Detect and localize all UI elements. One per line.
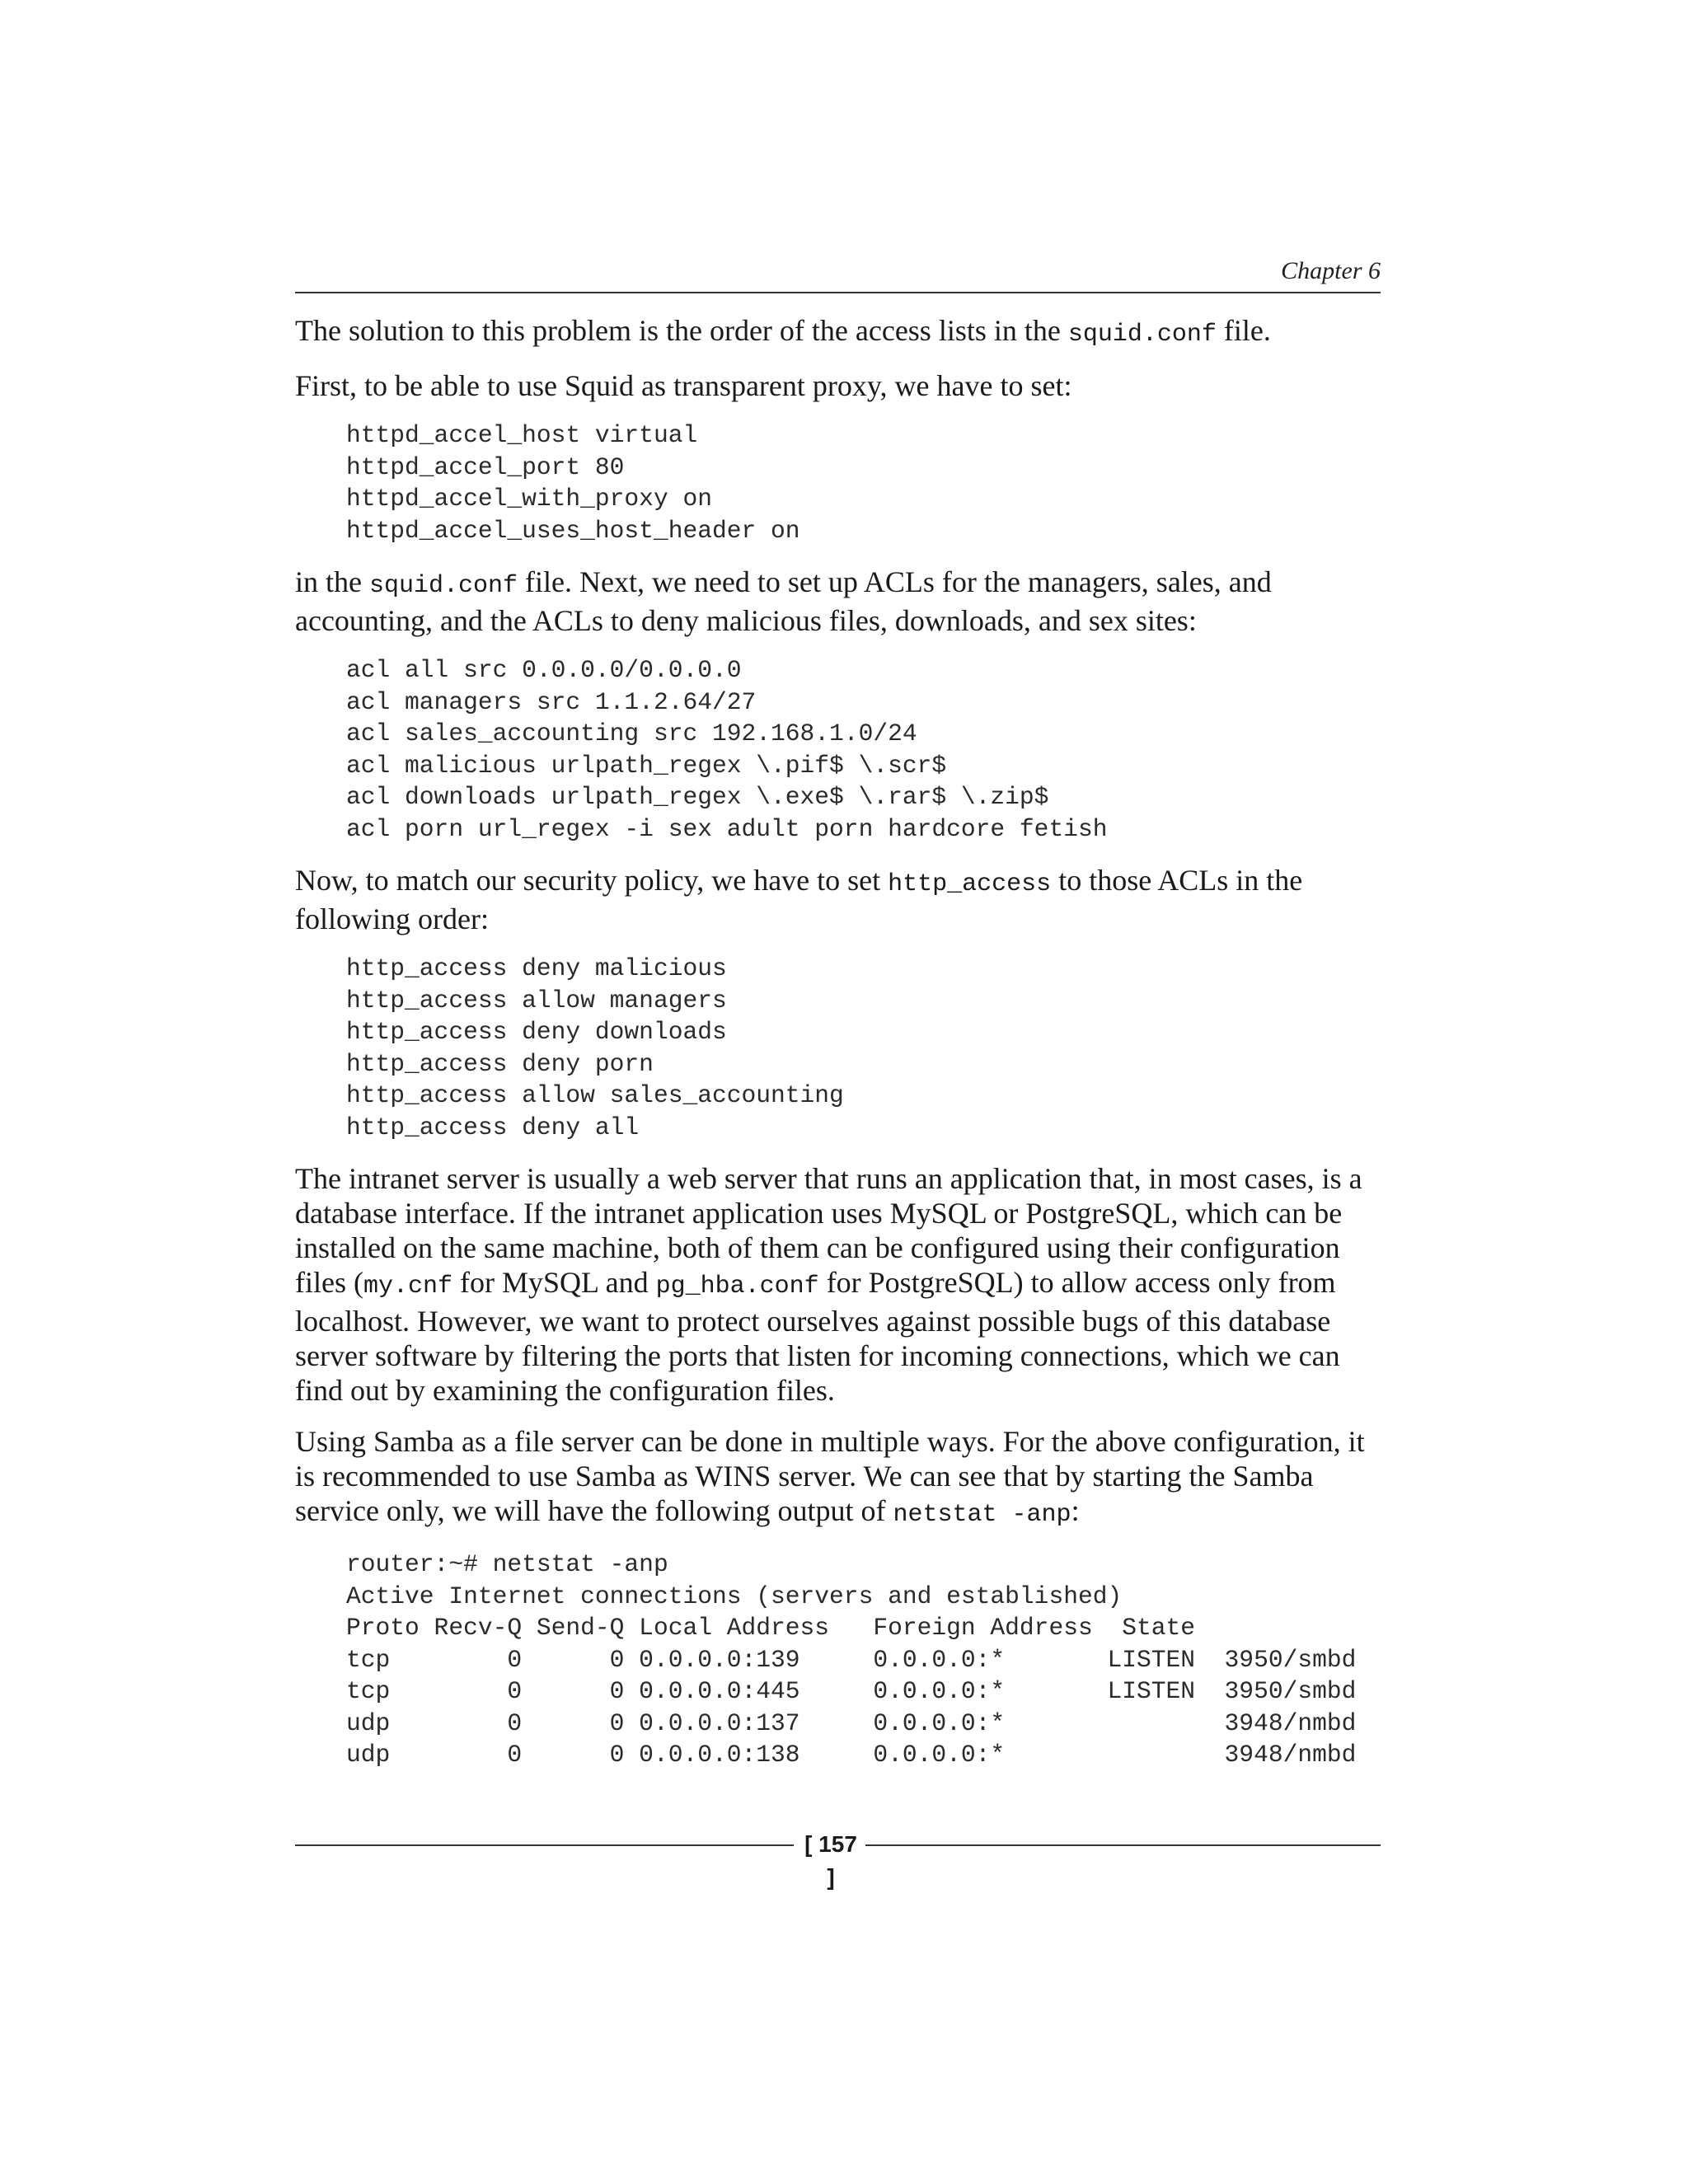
inline-code-netstat: netstat -anp — [893, 1501, 1071, 1529]
code-line: http_access allow sales_accounting — [346, 1081, 844, 1109]
footer-rule-left — [295, 1844, 794, 1846]
code-line: acl downloads urlpath_regex \.exe$ \.rar$ \.zip$ — [346, 783, 1049, 811]
inline-code-squid-conf: squid.conf — [1067, 321, 1217, 349]
running-header — [295, 257, 1381, 293]
code-line: httpd_accel_uses_host_header on — [346, 516, 800, 545]
code-line: tcp 0 0 0.0.0.0:445 0.0.0.0:* LISTEN 3950/smbd — [346, 1677, 1357, 1705]
code-line: udp 0 0 0.0.0.0:137 0.0.0.0:* 3948/nmbd — [346, 1708, 1357, 1737]
page-number: [ 157 ] — [804, 1831, 857, 1890]
code-line: httpd_accel_port 80 — [346, 452, 625, 481]
paragraph-security-policy: Now, to match our security policy, we have to set http_access to those ACLs in the following order: — [295, 864, 1303, 935]
paragraph-order-solution: The solution to this problem is the order of the access lists in the squid.conf file. — [295, 314, 1271, 349]
inline-code-squid-conf: squid.conf — [368, 572, 518, 600]
inline-code-pg-hba-conf: pg_hba.conf — [655, 1272, 819, 1301]
code-line: http_access allow managers — [346, 986, 727, 1015]
code-line: Active Internet connections (servers and established) — [346, 1582, 1123, 1610]
code-line: acl managers src 1.1.2.64/27 — [346, 687, 757, 716]
code-line: http_access deny malicious — [346, 954, 727, 982]
inline-code-http-access: http_access — [888, 870, 1052, 898]
book-page — [295, 257, 1381, 1789]
code-line: httpd_accel_with_proxy on — [346, 485, 712, 513]
code-line: router:~# netstat -anp — [346, 1550, 668, 1578]
chapter-label: Chapter 6 — [1281, 257, 1381, 284]
code-line: http_access deny porn — [346, 1049, 654, 1078]
code-line: acl malicious urlpath_regex \.pif$ \.scr$ — [346, 751, 947, 780]
paragraph-intranet-server: The intranet server is usually a web server that runs an application that, in most cases, is a database interface. If the intranet application uses MySQL or PostgreSQL, which can be installed on the same machine, both of them can be configured using their configuration files (my.cnf for MySQL and pg_hba.conf for PostgreSQL) to allow access only from localhost. However, we want to protect ourselves against possible bugs of this database server software by filtering the ports that listen for incoming connections, which we can find out by examining the configuration files. — [295, 1162, 1362, 1407]
paragraph-transparent-proxy: First, to be able to use Squid as transparent proxy, we have to set: — [295, 369, 1072, 402]
code-line: httpd_accel_host virtual — [346, 421, 698, 449]
code-line: udp 0 0 0.0.0.0:138 0.0.0.0:* 3948/nmbd — [346, 1741, 1357, 1769]
code-block-acl — [346, 654, 1381, 845]
paragraph-samba: Using Samba as a file server can be done in multiple ways. For the above configuration, it is recommended to use Samba as WINS server. We can see that by starting the Samba service only, we will have the following output of netstat -anp: — [295, 1425, 1365, 1529]
footer-rule-right — [865, 1844, 1381, 1846]
code-line: http_access deny all — [346, 1113, 640, 1141]
code-line: http_access deny downloads — [346, 1018, 727, 1046]
code-line: acl sales_accounting src 192.168.1.0/24 — [346, 719, 917, 748]
code-block-httpd-accel — [346, 419, 1381, 546]
code-block-netstat — [346, 1549, 1381, 1771]
code-line: tcp 0 0 0.0.0.0:139 0.0.0.0:* LISTEN 3950/smbd — [346, 1645, 1357, 1674]
code-block-http-access — [346, 953, 1381, 1143]
code-line: acl porn url_regex -i sex adult porn hardcore fetish — [346, 814, 1108, 843]
code-line: Proto Recv-Q Send-Q Local Address Foreign Address State — [346, 1614, 1196, 1642]
inline-code-my-cnf: my.cnf — [363, 1272, 452, 1301]
paragraph-acl-setup: in the squid.conf file. Next, we need to set up ACLs for the managers, sales, and accounting, and the ACLs to deny malicious files, downloads, and sex sites: — [295, 565, 1272, 637]
page-footer — [295, 1828, 1381, 1890]
code-line: acl all src 0.0.0.0/0.0.0.0 — [346, 656, 742, 684]
page-content — [295, 313, 1381, 1771]
